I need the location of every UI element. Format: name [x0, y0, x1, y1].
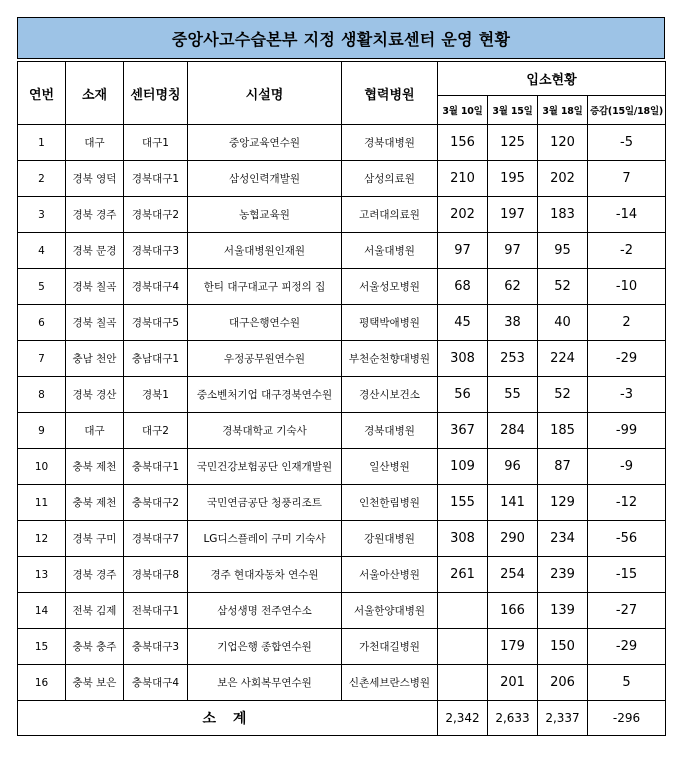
cell-location: 경북 문경 — [66, 233, 124, 269]
table-row — [18, 665, 666, 701]
table-row — [18, 377, 666, 413]
cell-facility: 경북대학교 기숙사 — [188, 413, 342, 449]
cell-change: -9 — [588, 449, 666, 485]
cell-hospital: 인천한림병원 — [342, 485, 438, 521]
cell-mar10 — [438, 593, 488, 629]
table-row — [18, 233, 666, 269]
cell-no: 1 — [18, 125, 66, 161]
cell-change: -14 — [588, 197, 666, 233]
cell-change: -15 — [588, 557, 666, 593]
cell-change: -5 — [588, 125, 666, 161]
table-row — [18, 449, 666, 485]
cell-location: 충북 보은 — [66, 665, 124, 701]
header-mar10: 3월 10일 — [438, 96, 488, 125]
cell-hospital: 서울성모병원 — [342, 269, 438, 305]
total-label: 소 계 — [18, 701, 438, 736]
cell-location: 대구 — [66, 413, 124, 449]
total-mar10: 2,342 — [438, 701, 488, 736]
cell-no: 11 — [18, 485, 66, 521]
cell-center: 경북대구8 — [124, 557, 188, 593]
table-row — [18, 305, 666, 341]
cell-facility: 국민연금공단 청풍리조트 — [188, 485, 342, 521]
cell-change: 2 — [588, 305, 666, 341]
table-row — [18, 629, 666, 665]
cell-mar18: 224 — [538, 341, 588, 377]
cell-mar15: 290 — [488, 521, 538, 557]
cell-facility: 대구은행연수원 — [188, 305, 342, 341]
cell-facility: 중앙교육연수원 — [188, 125, 342, 161]
cell-location: 충북 충주 — [66, 629, 124, 665]
cell-mar15: 97 — [488, 233, 538, 269]
cell-change: 7 — [588, 161, 666, 197]
cell-hospital: 일산병원 — [342, 449, 438, 485]
cell-mar18: 95 — [538, 233, 588, 269]
header-no: 연번 — [18, 62, 66, 125]
cell-location: 경북 경산 — [66, 377, 124, 413]
cell-mar10 — [438, 629, 488, 665]
header-mar18: 3월 18일 — [538, 96, 588, 125]
cell-mar18: 239 — [538, 557, 588, 593]
cell-mar15: 253 — [488, 341, 538, 377]
cell-center: 충북대구1 — [124, 449, 188, 485]
cell-center: 대구2 — [124, 413, 188, 449]
cell-mar10: 210 — [438, 161, 488, 197]
cell-center: 대구1 — [124, 125, 188, 161]
cell-center: 충남대구1 — [124, 341, 188, 377]
cell-mar18: 87 — [538, 449, 588, 485]
cell-no: 12 — [18, 521, 66, 557]
cell-facility: LG디스플레이 구미 기숙사 — [188, 521, 342, 557]
table-row — [18, 341, 666, 377]
cell-location: 경북 경주 — [66, 197, 124, 233]
cell-location: 전북 김제 — [66, 593, 124, 629]
cell-change: -56 — [588, 521, 666, 557]
cell-hospital: 부천순천향대병원 — [342, 341, 438, 377]
cell-no: 10 — [18, 449, 66, 485]
cell-mar15: 62 — [488, 269, 538, 305]
cell-hospital: 고려대의료원 — [342, 197, 438, 233]
cell-mar15: 166 — [488, 593, 538, 629]
cell-mar18: 129 — [538, 485, 588, 521]
cell-center: 전북대구1 — [124, 593, 188, 629]
header-mar15: 3월 15일 — [488, 96, 538, 125]
header-hospital: 협력병원 — [342, 62, 438, 125]
cell-facility: 우정공무원연수원 — [188, 341, 342, 377]
cell-mar10: 261 — [438, 557, 488, 593]
total-mar15: 2,633 — [488, 701, 538, 736]
header-location: 소재 — [66, 62, 124, 125]
cell-mar10: 156 — [438, 125, 488, 161]
cell-center: 경북대구3 — [124, 233, 188, 269]
header-center: 센터명칭 — [124, 62, 188, 125]
cell-mar15: 254 — [488, 557, 538, 593]
cell-mar18: 202 — [538, 161, 588, 197]
cell-facility: 경주 현대자동차 연수원 — [188, 557, 342, 593]
cell-center: 경북대구4 — [124, 269, 188, 305]
cell-mar10: 202 — [438, 197, 488, 233]
cell-facility: 국민건강보험공단 인재개발원 — [188, 449, 342, 485]
cell-mar10: 367 — [438, 413, 488, 449]
cell-hospital: 경북대병원 — [342, 125, 438, 161]
cell-mar10 — [438, 665, 488, 701]
cell-no: 16 — [18, 665, 66, 701]
cell-change: 5 — [588, 665, 666, 701]
cell-center: 경북대구7 — [124, 521, 188, 557]
table-row — [18, 521, 666, 557]
total-row — [18, 701, 666, 736]
cell-center: 충북대구2 — [124, 485, 188, 521]
cell-change: -99 — [588, 413, 666, 449]
header-occupancy: 입소현황 — [438, 62, 666, 96]
cell-mar10: 97 — [438, 233, 488, 269]
cell-mar18: 150 — [538, 629, 588, 665]
cell-mar15: 197 — [488, 197, 538, 233]
table-row — [18, 413, 666, 449]
cell-hospital: 경북대병원 — [342, 413, 438, 449]
cell-hospital: 신촌세브란스병원 — [342, 665, 438, 701]
table-row — [18, 161, 666, 197]
cell-mar10: 308 — [438, 341, 488, 377]
cell-change: -27 — [588, 593, 666, 629]
header-row — [18, 62, 666, 96]
cell-mar15: 96 — [488, 449, 538, 485]
cell-mar18: 52 — [538, 377, 588, 413]
cell-center: 충북대구4 — [124, 665, 188, 701]
cell-location: 대구 — [66, 125, 124, 161]
cell-facility: 삼성인력개발원 — [188, 161, 342, 197]
cell-change: -29 — [588, 341, 666, 377]
cell-location: 충북 제천 — [66, 449, 124, 485]
cell-change: -2 — [588, 233, 666, 269]
cell-change: -29 — [588, 629, 666, 665]
cell-no: 14 — [18, 593, 66, 629]
cell-center: 충북대구3 — [124, 629, 188, 665]
cell-center: 경북대구2 — [124, 197, 188, 233]
table-row — [18, 197, 666, 233]
table-row — [18, 269, 666, 305]
cell-mar15: 195 — [488, 161, 538, 197]
cell-change: -10 — [588, 269, 666, 305]
cell-mar15: 125 — [488, 125, 538, 161]
table-row — [18, 125, 666, 161]
cell-location: 경북 구미 — [66, 521, 124, 557]
cell-facility: 한티 대구대교구 피정의 집 — [188, 269, 342, 305]
cell-hospital: 서울아산병원 — [342, 557, 438, 593]
cell-hospital: 경산시보건소 — [342, 377, 438, 413]
cell-hospital: 평택박애병원 — [342, 305, 438, 341]
cell-no: 8 — [18, 377, 66, 413]
cell-no: 4 — [18, 233, 66, 269]
cell-facility: 농협교육원 — [188, 197, 342, 233]
cell-mar15: 141 — [488, 485, 538, 521]
total-mar18: 2,337 — [538, 701, 588, 736]
cell-mar10: 45 — [438, 305, 488, 341]
cell-location: 경북 칠곡 — [66, 269, 124, 305]
cell-no: 13 — [18, 557, 66, 593]
cell-no: 5 — [18, 269, 66, 305]
cell-mar15: 201 — [488, 665, 538, 701]
table-row — [18, 557, 666, 593]
cell-no: 3 — [18, 197, 66, 233]
cell-mar15: 284 — [488, 413, 538, 449]
cell-mar10: 56 — [438, 377, 488, 413]
cell-no: 6 — [18, 305, 66, 341]
status-table — [17, 61, 666, 736]
cell-mar15: 55 — [488, 377, 538, 413]
table-row — [18, 593, 666, 629]
cell-mar10: 155 — [438, 485, 488, 521]
cell-location: 경북 영덕 — [66, 161, 124, 197]
cell-facility: 삼성생명 전주연수소 — [188, 593, 342, 629]
cell-mar18: 234 — [538, 521, 588, 557]
cell-center: 경북대구5 — [124, 305, 188, 341]
cell-change: -3 — [588, 377, 666, 413]
cell-mar18: 185 — [538, 413, 588, 449]
cell-mar18: 139 — [538, 593, 588, 629]
cell-hospital: 서울대병원 — [342, 233, 438, 269]
cell-no: 2 — [18, 161, 66, 197]
total-change: -296 — [588, 701, 666, 736]
cell-no: 9 — [18, 413, 66, 449]
cell-hospital: 삼성의료원 — [342, 161, 438, 197]
cell-mar10: 68 — [438, 269, 488, 305]
cell-facility: 중소벤처기업 대구경북연수원 — [188, 377, 342, 413]
cell-location: 충남 천안 — [66, 341, 124, 377]
cell-location: 충북 제천 — [66, 485, 124, 521]
cell-mar18: 206 — [538, 665, 588, 701]
cell-facility: 서울대병원인재원 — [188, 233, 342, 269]
cell-change: -12 — [588, 485, 666, 521]
cell-hospital: 강원대병원 — [342, 521, 438, 557]
cell-hospital: 가천대길병원 — [342, 629, 438, 665]
cell-mar15: 38 — [488, 305, 538, 341]
cell-mar15: 179 — [488, 629, 538, 665]
cell-no: 7 — [18, 341, 66, 377]
cell-mar18: 183 — [538, 197, 588, 233]
cell-location: 경북 경주 — [66, 557, 124, 593]
cell-mar18: 120 — [538, 125, 588, 161]
cell-location: 경북 칠곡 — [66, 305, 124, 341]
cell-mar10: 109 — [438, 449, 488, 485]
cell-center: 경북대구1 — [124, 161, 188, 197]
header-facility: 시설명 — [188, 62, 342, 125]
cell-hospital: 서울한양대병원 — [342, 593, 438, 629]
cell-mar10: 308 — [438, 521, 488, 557]
cell-center: 경북1 — [124, 377, 188, 413]
cell-facility: 기업은행 종합연수원 — [188, 629, 342, 665]
cell-mar18: 40 — [538, 305, 588, 341]
table-row — [18, 485, 666, 521]
table-body — [18, 125, 666, 701]
header-change: 증감(15일/18일) — [588, 96, 666, 125]
cell-facility: 보은 사회복무연수원 — [188, 665, 342, 701]
cell-mar18: 52 — [538, 269, 588, 305]
page-title: 중앙사고수습본부 지정 생활치료센터 운영 현황 — [17, 17, 665, 59]
cell-no: 15 — [18, 629, 66, 665]
